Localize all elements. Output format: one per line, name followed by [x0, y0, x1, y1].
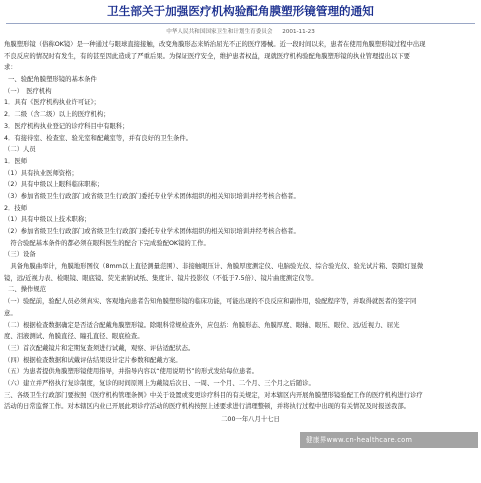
body-line: 符合验配基本条件的都必须在眼科医生的配合下完成验配OK镜的工作。	[4, 239, 210, 247]
section-heading: 二、操作规范	[8, 286, 47, 294]
body-line: （四）根据检查数据和试戴评估结果设计定片参数和配戴方案。	[4, 356, 182, 364]
body-line: 三、各级卫生行政部门要按照《医疗机构管理条例》中关于设置或变更诊疗科目的有关规定，对本辖区内开展角膜塑形镜验配工作的医疗机构进行诊疗	[4, 391, 423, 399]
body-line: 4．有接待室、检查室、验光室和配戴室等，并有良好的卫生条件。	[4, 134, 193, 142]
subsection-heading: （二）人员	[4, 146, 36, 154]
body-line: 求：	[4, 64, 17, 72]
body-line: （五）为患者提供角膜塑形镜使用指导，并指导内容以“使用说明书”的形式发给每位患者。	[4, 368, 258, 376]
issue-meta	[4, 26, 477, 38]
body-line: 2．技师	[4, 204, 28, 212]
body-line: 1．具有《医疗机构执业许可证》；	[4, 99, 101, 107]
body-line: 2．二级（含二级）以上的医疗机构；	[4, 111, 110, 119]
body-line: （二）根据检查数据确定是否适合配戴角膜塑形镜。除眼科常规检查外，应包括：角膜形态、角膜厚度、眼轴、眼压、眼位、远/近视力、屈光	[4, 321, 400, 329]
section-heading: 一、验配角膜塑形镜的基本条件	[8, 76, 97, 84]
body-line: （2）具有中级以上眼科临床职称；	[4, 181, 104, 189]
body-line: 角膜塑形镜（俗称OK镜）是一种通过与眼球直接接触，改变角膜形态来矫治屈光不正的医疗器械。近一段时间以来，患者在使用角膜塑形镜过程中出现	[4, 41, 426, 48]
body-line: 度、泪液测试、角膜直径、瞳孔直径、眼底检查。	[4, 333, 144, 341]
issuer-label: 中华人民共和国国家卫生和计划生育委员会	[166, 29, 273, 35]
body-line: （一）验配前，验配人员必须真实、客观地向患者告知角膜塑形镜的临床功能，可能出现的不良反应和副作用，验配程序等，并取得就医者的签字同	[4, 298, 417, 306]
document-body	[4, 39, 477, 426]
body-line: 1．医师	[4, 157, 28, 165]
page-title: 卫生部关于加强医疗机构验配角膜塑形镜管理的通知	[107, 4, 374, 18]
body-line: 镜，远/近视力表、检眼镜、眼底镜、荧光素钠试纸、集度计、镜片投影仪（不低于7.5倍）、镜片曲度测定仪等。	[4, 274, 318, 282]
body-line: 意。	[4, 309, 17, 317]
title-divider	[6, 23, 475, 24]
body-line: （3）参加省级卫生行政部门或省级卫生行政部门委托专业学术团体组织的相关知识培训并经考核合格者。	[4, 192, 300, 200]
body-line: （三）首次配戴镜片和定期复查须进行试戴，观察、评估适配状态。	[4, 344, 195, 352]
body-line: （1）具有执业医师资格；	[4, 169, 78, 177]
watermark: 健康界www.cn-healthcare.com	[300, 432, 478, 448]
body-line: 具备角膜曲率计，角膜地形图仪（8mm以上直径测量范围）、非接触眼压计、角膜厚度测定仪、电脑验光仪、综合验光仪、验光试片箱、裂隙灯显微	[4, 263, 424, 271]
body-line: （2）参加省级卫生行政部门或省级卫生行政部门委托专业学术团体组织的相关知识培训并经考核合格者。	[4, 228, 300, 235]
issue-date: 2001-11-23	[282, 29, 315, 35]
body-line: （六）建立并严格执行复诊制度，复诊的时间原则上为戴镜后次日、一周、一个月、二个月、三个月之后随诊。	[4, 379, 315, 387]
subsection-heading: （一） 医疗机构	[4, 87, 52, 95]
subsection-heading: （三）设备	[4, 251, 36, 259]
closing-date: 二00一年八月十七日	[221, 416, 280, 423]
body-line: 3．医疗机构执业登记的诊疗科目中有眼科；	[4, 122, 129, 130]
body-line: （1）具有中级以上技术职称；	[4, 216, 91, 224]
body-line: 不良反应的情况时有发生，有的甚至因此造成了严重后果。为保证医疗安全，维护患者权益，现就医疗机构验配角膜塑形镜的执业管理提出以下要	[4, 52, 411, 60]
body-line: 活动的日常监督工作。对本辖区内业已开展此项诊疗活动的医疗机构按照上述要求进行清理整顿，并将执行过程中出现的有关情况及时报送我部。	[4, 403, 411, 411]
